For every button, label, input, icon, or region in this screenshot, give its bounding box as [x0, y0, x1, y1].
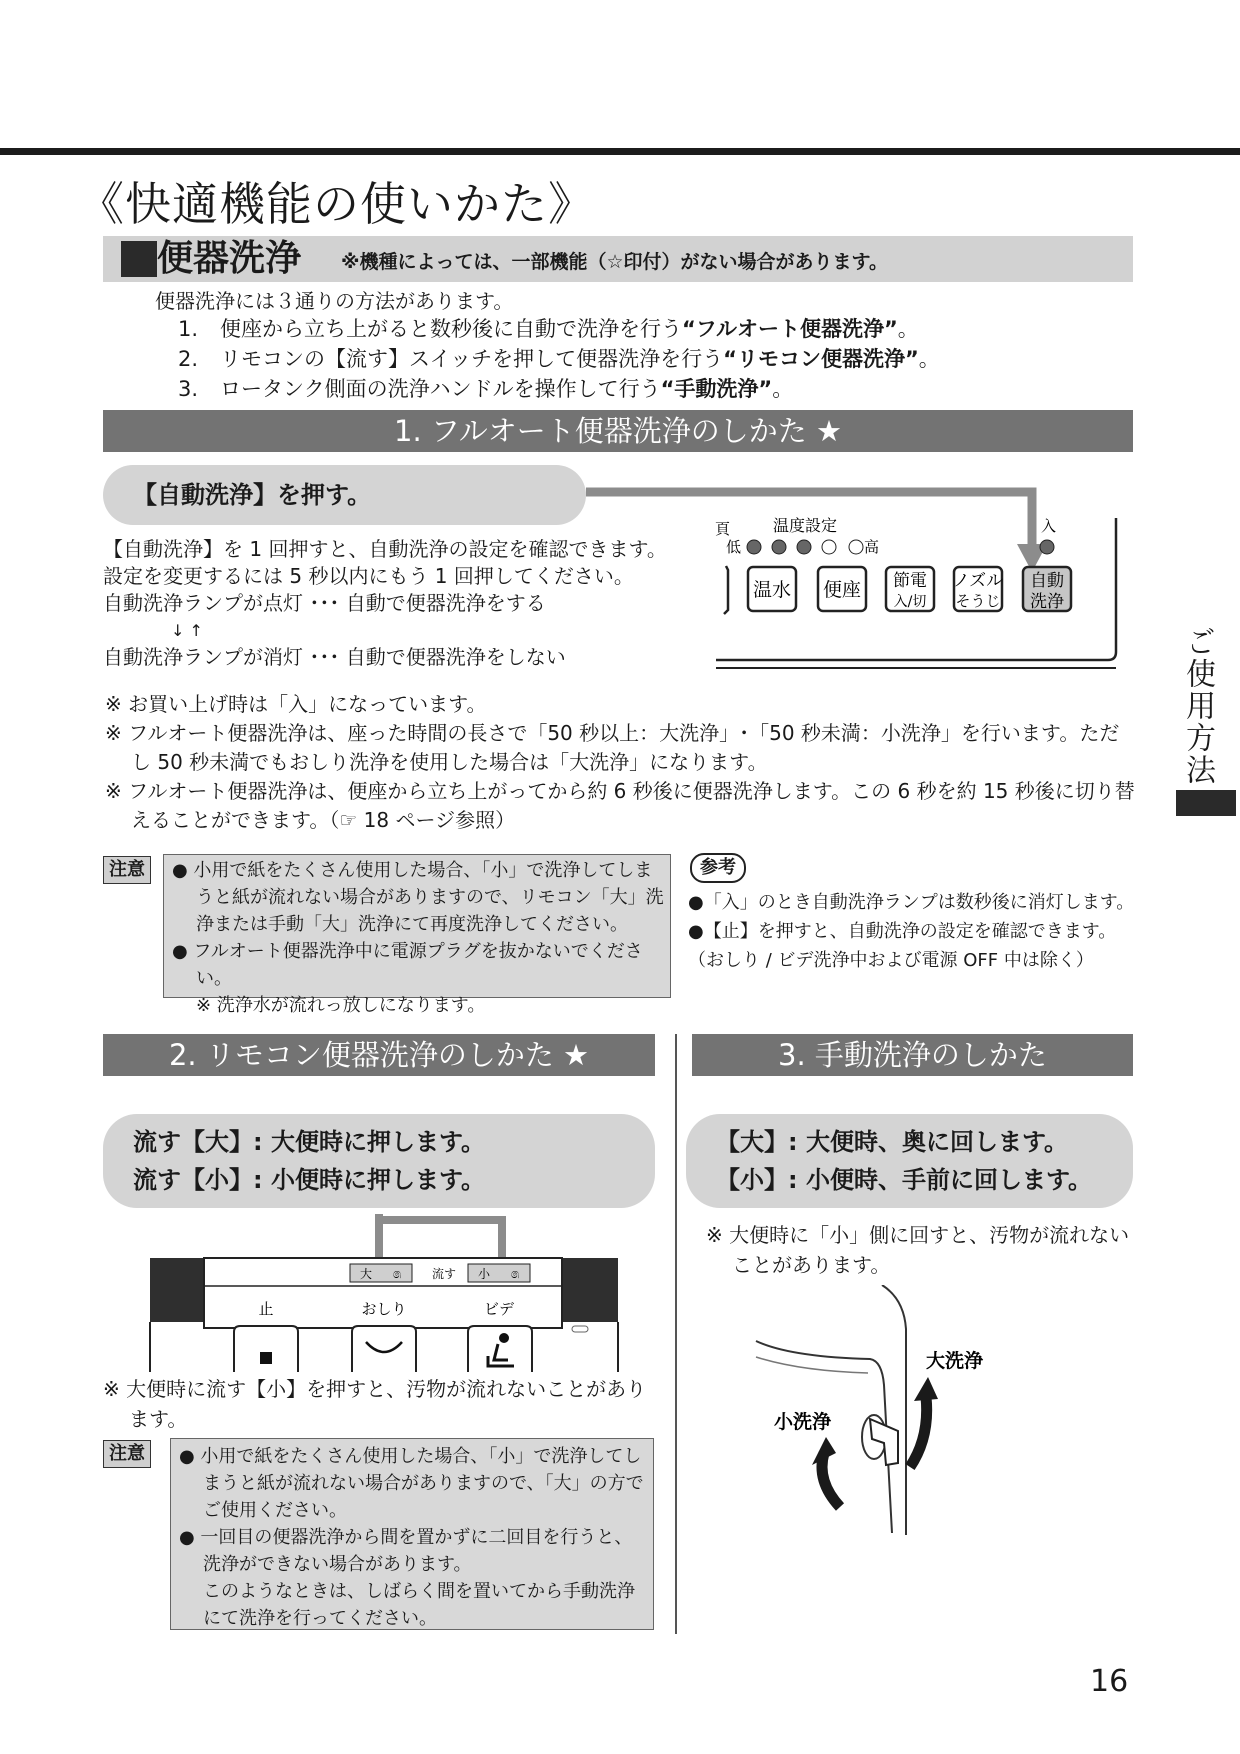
temp-lamp — [772, 540, 786, 554]
remote-illustration — [148, 1214, 628, 1372]
note-item: ※ お買い上げ時は「入」になっています。 — [105, 692, 487, 716]
swirl-icon: ෧ — [392, 1267, 402, 1282]
remote-flush-instruction — [103, 1114, 655, 1208]
sho-flush-label: 小 — [477, 1267, 491, 1281]
methods-list — [178, 314, 940, 404]
remote-line-dai: 流す【大】: 大便時に押します。 — [133, 1128, 486, 1156]
auto-wash-sub-label: 洗浄 — [1030, 592, 1064, 612]
remote-left-edge — [150, 1258, 204, 1322]
setsuden-sub-label: 入/切 — [893, 594, 927, 610]
note-item: ※ フルオート便器洗浄は、便座から立ち上がってから約 6 秒後に便器洗浄します。この 6 秒を約 15 秒後に切り替えることができます。（☞ 18 ページ参照） — [105, 779, 1135, 832]
oshiri-button[interactable] — [352, 1326, 416, 1372]
remote-indicator — [572, 1326, 588, 1332]
bidet-icon — [499, 1333, 509, 1343]
reference-tag: 参考 — [690, 853, 746, 883]
intro-text: 便器洗浄には３通りの方法があります。 — [155, 289, 514, 313]
nozzle-sub-label: そうじ — [955, 592, 1001, 610]
desc-line: 【自動洗浄】を 1 回押すと、自動洗浄の設定を確認できます。 — [103, 537, 667, 561]
caution-box — [170, 1438, 654, 1630]
temp-high-label: 高 — [864, 538, 880, 556]
temp-lamp — [822, 540, 836, 554]
caution-box — [163, 854, 671, 1016]
dai-rotation-arrow — [910, 1397, 927, 1467]
panel-partial-label: 頁 — [715, 520, 731, 538]
auto-on-label: 入 — [1041, 517, 1057, 535]
section-title: 便器洗浄 — [157, 238, 302, 279]
note-item: ※ 大便時に流す【小】を押すと、汚物が流れないことがあります。 — [103, 1377, 647, 1431]
stop-button[interactable] — [234, 1326, 298, 1372]
desc-line: 自動洗浄ランプが消灯 ･･･ 自動で便器洗浄をしない — [103, 645, 566, 669]
manual-flush-instruction — [686, 1114, 1133, 1208]
stop-icon — [260, 1352, 272, 1364]
method-item: 3. ロータンク側面の洗浄ハンドルを操作して行う“手動洗浄”。 — [178, 377, 794, 401]
top-rule — [0, 148, 1240, 155]
desc-line: 自動洗浄ランプが点灯 ･･･ 自動で便器洗浄をする — [103, 591, 546, 615]
desc-line: 設定を変更するには 5 秒以内にもう 1 回押してください。 — [103, 564, 634, 588]
temp-lamp — [797, 540, 811, 554]
flush-handle-illustration — [750, 1285, 1010, 1545]
side-tab-marker — [1176, 790, 1236, 816]
manual-line-dai: 【大】: 大便時、奥に回します。 — [716, 1128, 1069, 1156]
reference-item: ●「入」のとき自動洗浄ランプは数秒後に消灯します。 — [688, 892, 1135, 913]
caution-item: ● 小用で紙をたくさん使用した場合、「小」で洗浄してしまうと紙が流れない場合がありますので、「大」の方でご使用ください。 — [179, 1446, 644, 1521]
method-item: 2. リモコンの【流す】スイッチを押して便器洗浄を行う“リモコン便器洗浄”。 — [178, 347, 940, 371]
remote-line-sho: 流す【小】: 小便時に押します。 — [133, 1166, 486, 1194]
remote-right-edge — [562, 1258, 618, 1322]
tank-outline-inner — [756, 1357, 868, 1373]
caution-item: ● 小用で紙をたくさん使用した場合、「小」で洗浄してしまうと紙が流れない場合がありますので、リモコン「大」洗浄または手動「大」洗浄にて再度洗浄してください。 — [172, 860, 664, 935]
caution-tag: 注意 — [103, 1440, 151, 1468]
dai-arrowhead — [914, 1377, 938, 1401]
panel-edge — [724, 566, 728, 614]
side-tab: ご使用方法 — [1180, 626, 1215, 786]
column-divider — [675, 1034, 677, 1634]
manual-line-sho: 【小】: 小便時、手前に回します。 — [716, 1166, 1093, 1194]
dai-wash-label: 大洗浄 — [926, 1350, 984, 1372]
caution-item: ● 一回目の便器洗浄から間を置かずに二回目を行うと、洗浄ができない場合があります。 — [179, 1527, 633, 1575]
caution-item: ● フルオート便器洗浄中に電源プラグを抜かないでください。 — [172, 941, 643, 989]
auto-wash-lamp — [1040, 540, 1054, 554]
reference-item: ●【止】を押すと、自動洗浄の設定を確認できます。 — [688, 921, 1117, 942]
section-note: ※機種によっては、一部機能（☆印付）がない場合があります。 — [341, 251, 888, 273]
auto-wash-label: 自動 — [1030, 571, 1064, 591]
onsui-label: 温水 — [752, 579, 792, 601]
bidet-label: ビデ — [483, 1300, 515, 1318]
dai-flush-label: 大 — [359, 1267, 373, 1281]
note-item: ※ 大便時に「小」側に回すと、汚物が流れないことがあります。 — [706, 1223, 1130, 1277]
temp-lamp — [747, 540, 761, 554]
caution-subnote: このようなときは、しばらく間を置いてから手動洗浄にて洗浄を行ってください。 — [203, 1581, 635, 1629]
oshiri-label: おしり — [361, 1300, 407, 1318]
sho-wash-label: 小洗浄 — [774, 1411, 832, 1433]
temp-lamp — [849, 540, 863, 554]
reference-text — [688, 888, 1134, 975]
stop-label: 止 — [258, 1300, 274, 1318]
manual-flush-heading: 3. 手動洗浄のしかた — [692, 1034, 1133, 1076]
caution-tag: 注意 — [103, 856, 151, 884]
swirl-icon: ෧ — [510, 1267, 520, 1282]
page-number: 16 — [1090, 1664, 1129, 1699]
full-auto-heading: 1. フルオート便器洗浄のしかた ★ — [103, 410, 1133, 452]
benza-label: 便座 — [822, 579, 862, 601]
section-square-icon — [121, 241, 157, 277]
setsuden-label: 節電 — [893, 571, 927, 591]
full-auto-notes — [105, 690, 1135, 835]
page-title: 《快適機能の使いかた》 — [78, 177, 595, 231]
toggle-arrows: ↓ ↑ — [171, 621, 203, 640]
full-auto-description — [103, 536, 667, 671]
note-item: ※ フルオート便器洗浄は、座った時間の長さで「50 秒以上：大洗浄」･「50 秒未満：小洗浄」を行います。ただし 50 秒未満でもおしり洗浄を使用した場合は「大洗浄」になります。 — [105, 721, 1120, 774]
temp-setting-label: 温度設定 — [773, 516, 838, 535]
nozzle-label: ノズル — [952, 571, 1004, 591]
sho-rotation-arrow — [822, 1453, 840, 1507]
reference-item: （おしり / ビデ洗浄中および電源 OFF 中は除く） — [688, 950, 1094, 971]
remote-note — [103, 1374, 663, 1434]
nagasu-label: 流す — [431, 1267, 457, 1281]
manual-note — [706, 1220, 1136, 1280]
method-item: 1. 便座から立ち上がると数秒後に自動で洗浄を行う“フルオート便器洗浄”。 — [178, 317, 919, 341]
section-header — [103, 236, 1133, 282]
temp-low-label: 低 — [726, 538, 742, 556]
remote-flush-heading: 2. リモコン便器洗浄のしかた ★ — [103, 1034, 655, 1076]
caution-subnote: ※ 洗浄水が流れっ放しになります。 — [196, 995, 486, 1016]
full-auto-instruction: 【自動洗浄】を押す。 — [103, 465, 586, 525]
